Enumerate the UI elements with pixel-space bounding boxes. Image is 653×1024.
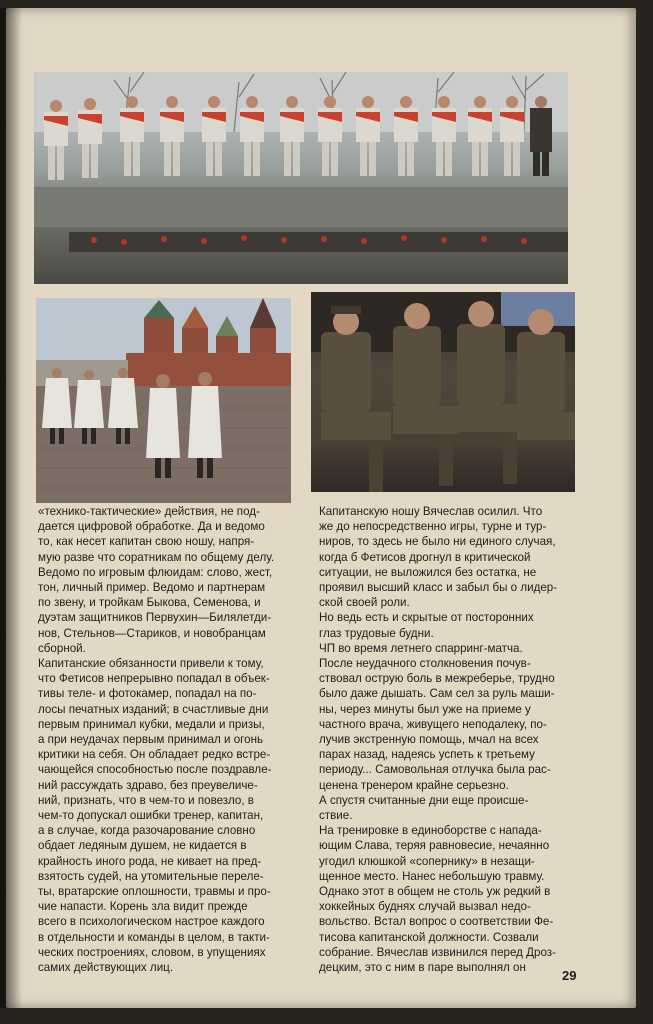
red-square-illustration bbox=[36, 298, 291, 503]
paragraph: Капитанскую ношу Вячеслав осилил. Что же до непосредственно игры, турне и тур- ниров, то здесь не было ни единого случая, когда б Фетисов дрогнул в критической ситуации, не выложился без остатка, не проявил высший класс и забыл бы о лидер- ской своей роли. bbox=[319, 505, 558, 610]
right-text-column bbox=[319, 504, 589, 975]
paragraph: А спустя считанные дни еще происше- ствие. bbox=[319, 793, 529, 823]
page-number: 29 bbox=[562, 968, 577, 983]
seated-officers-illustration bbox=[311, 292, 575, 492]
paragraph: «технико-тактические» действия, не под- дается цифровой обработке. Да и ведомо то, как несет капитан свою ношу, напря- мую разве что соратникам по общему делу. Ведомо по игровым флюидам: слово, жест, тон, личный пример. Ведомо и партнерам по звену, и тройкам Быкова, Семенова, и дуэтам защитников Первухин—Билялетди- нов, Стельнов—Стариков, и новобранцам сборной. bbox=[38, 505, 275, 655]
paragraph: Но ведь есть и скрытые от посторонних глаз трудовые будни. bbox=[319, 611, 534, 640]
team-lineup-photo bbox=[34, 72, 568, 284]
left-text-column bbox=[38, 504, 306, 975]
paragraph: Капитанские обязанности привели к тому, что Фетисов непрерывно попадал в объек- тивы теле- и фотокамер, попадал на по- лосы печатных изданий; в счастливые дни первым принимал кубки, медали и призы, а при неудачах первым принимал и огонь критики на себя. Он обладает редко встре- чающейся способностью после поздравле- ний рассуждать здраво, без преувеличе- ний, признать, что в чем-то и повезло, в чем-то допускал ошибки тренер, капитан, а в случае, когда разочарование словно обдает ледяным душем, не кидается в крайность иного рода, не кивает на пред- взятость судей, на утомительные перелe- ты, вратарские оплошности, травмы и про- чие напасти. Корень зла видит прежде всего в психологическом настрое каждого в отдельности и команды в целом, в такти- ческих построениях, словом, в упущениях самих действующих лиц. bbox=[38, 657, 272, 975]
book-spine-shadow bbox=[0, 8, 22, 1008]
magazine-page bbox=[6, 8, 636, 1008]
paragraph: ЧП во время летнего спарринг-матча. После неудачного столкновения почув- ствовал острую боль в межреберье, трудно было даже дышать. Сам сел за руль маши- ны, через минуты был уже на приеме у частного врача, живущего неподалеку, по- лучив экстренную помощь, мчал на всех парах назад, надеясь успеть к третьему периоду... Самовольная отлучка была рас- ценена тренером крайне серьезно. bbox=[319, 641, 555, 792]
seated-officers-photo bbox=[311, 292, 575, 492]
red-square-photo bbox=[36, 298, 291, 503]
team-lineup-illustration bbox=[34, 72, 568, 284]
paragraph: На тренировке в единоборстве с напада- ющим Слава, теряя равновесие, нечаянно угодил клюшкой «сопернику» в незащи- щенное место. Нанес небольшую травму. Однако этот в общем не столь уж редкий в хоккейных буднях случай вызвал недо- вольство. Встал вопрос о соответствии Фе- тисова капитанской должности. Созвали собрание. Вячеслав извинился перед Дроз- децким, это с ним в паре выполнял он bbox=[319, 824, 556, 975]
